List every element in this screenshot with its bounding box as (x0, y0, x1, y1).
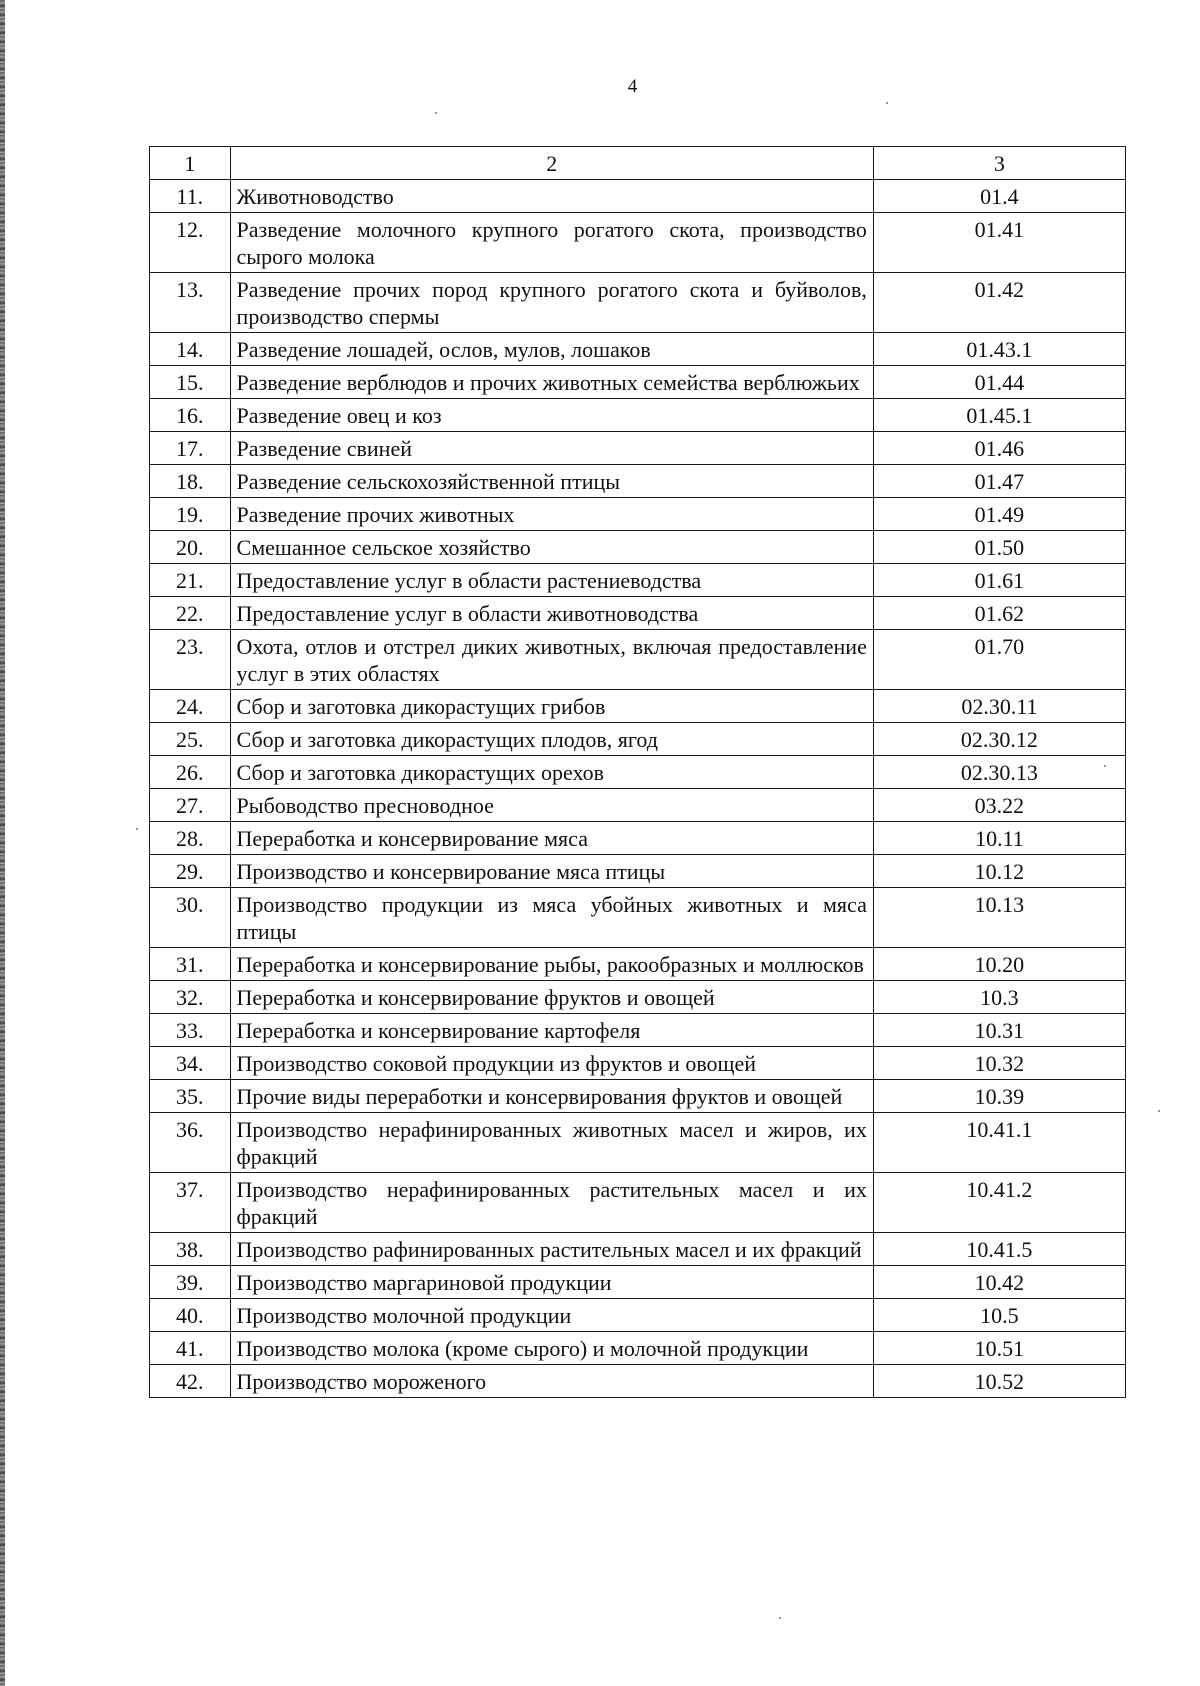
activity-name-cell: Сбор и заготовка дикорастущих грибов (230, 690, 873, 723)
row-number-cell: 40. (150, 1299, 231, 1332)
activity-name-cell: Разведение сельскохозяйственной птицы (230, 465, 873, 498)
okved-code-cell: 10.41.1 (873, 1113, 1125, 1173)
activity-name-cell: Разведение прочих пород крупного рогатого скота и буйволов, производство спермы (230, 273, 873, 333)
okved-code-cell: 01.61 (873, 564, 1125, 597)
row-number-cell: 30. (150, 888, 231, 948)
table-row (150, 1014, 1126, 1047)
okved-code-cell: 10.12 (873, 855, 1125, 888)
activity-name-cell: Разведение верблюдов и прочих животных семейства верблюжьих (230, 366, 873, 399)
row-number-cell: 22. (150, 597, 231, 630)
okved-code-cell: 10.51 (873, 1332, 1125, 1365)
okved-code-cell: 01.46 (873, 432, 1125, 465)
table-row (150, 789, 1126, 822)
table-row (150, 180, 1126, 213)
activity-name-cell: Производство молока (кроме сырого) и молочной продукции (230, 1332, 873, 1365)
row-number-cell: 25. (150, 723, 231, 756)
activity-name-cell: Сбор и заготовка дикорастущих орехов (230, 756, 873, 789)
table-row (150, 630, 1126, 690)
table-row (150, 273, 1126, 333)
activity-name-cell: Смешанное сельское хозяйство (230, 531, 873, 564)
table-row (150, 465, 1126, 498)
okved-code-cell: 03.22 (873, 789, 1125, 822)
header-cell-name: 2 (230, 147, 873, 180)
table-row (150, 399, 1126, 432)
okved-code-cell: 10.41.5 (873, 1233, 1125, 1266)
table-row (150, 690, 1126, 723)
okved-code-cell: 10.31 (873, 1014, 1125, 1047)
table-row (150, 756, 1126, 789)
row-number-cell: 11. (150, 180, 231, 213)
activity-name-cell: Производство молочной продукции (230, 1299, 873, 1332)
row-number-cell: 27. (150, 789, 231, 822)
activity-name-cell: Производство и консервирование мяса птицы (230, 855, 873, 888)
row-number-cell: 41. (150, 1332, 231, 1365)
activity-name-cell: Производство рафинированных растительных масел и их фракций (230, 1233, 873, 1266)
okved-code-cell: 10.5 (873, 1299, 1125, 1332)
table-row (150, 888, 1126, 948)
okved-code-cell: 01.4 (873, 180, 1125, 213)
activity-name-cell: Охота, отлов и отстрел диких животных, включая предоставление услуг в этих областях (230, 630, 873, 690)
scan-speck (779, 1617, 781, 1619)
okved-code-cell: 01.62 (873, 597, 1125, 630)
scan-speck (136, 828, 138, 830)
row-number-cell: 17. (150, 432, 231, 465)
activity-table (149, 146, 1126, 1398)
activity-name-cell: Переработка и консервирование мяса (230, 822, 873, 855)
row-number-cell: 14. (150, 333, 231, 366)
row-number-cell: 24. (150, 690, 231, 723)
header-cell-number: 1 (150, 147, 231, 180)
activity-name-cell: Переработка и консервирование рыбы, ракообразных и моллюсков (230, 948, 873, 981)
scan-speck (435, 112, 437, 114)
activity-name-cell: Разведение лошадей, ослов, мулов, лошаков (230, 333, 873, 366)
table-row (150, 723, 1126, 756)
table-row (150, 1266, 1126, 1299)
table-row (150, 1080, 1126, 1113)
activity-name-cell: Производство нерафинированных растительных масел и их фракций (230, 1173, 873, 1233)
row-number-cell: 37. (150, 1173, 231, 1233)
activity-name-cell: Разведение прочих животных (230, 498, 873, 531)
activity-name-cell: Переработка и консервирование фруктов и овощей (230, 981, 873, 1014)
activity-name-cell: Производство нерафинированных животных масел и жиров, их фракций (230, 1113, 873, 1173)
row-number-cell: 20. (150, 531, 231, 564)
activity-name-cell: Животноводство (230, 180, 873, 213)
row-number-cell: 13. (150, 273, 231, 333)
activity-name-cell: Разведение свиней (230, 432, 873, 465)
page-number: 4 (627, 76, 638, 97)
okved-code-cell: 10.3 (873, 981, 1125, 1014)
table-row (150, 981, 1126, 1014)
row-number-cell: 12. (150, 213, 231, 273)
okved-code-cell: 01.43.1 (873, 333, 1125, 366)
row-number-cell: 15. (150, 366, 231, 399)
row-number-cell: 21. (150, 564, 231, 597)
row-number-cell: 31. (150, 948, 231, 981)
row-number-cell: 32. (150, 981, 231, 1014)
okved-code-cell: 10.13 (873, 888, 1125, 948)
activity-name-cell: Рыбоводство пресноводное (230, 789, 873, 822)
row-number-cell: 26. (150, 756, 231, 789)
okved-code-cell: 01.50 (873, 531, 1125, 564)
okved-code-cell: 01.42 (873, 273, 1125, 333)
okved-code-cell: 02.30.13 (873, 756, 1125, 789)
scan-edge (0, 0, 5, 1686)
table-row (150, 1332, 1126, 1365)
table-row (150, 366, 1126, 399)
row-number-cell: 39. (150, 1266, 231, 1299)
row-number-cell: 34. (150, 1047, 231, 1080)
table-row (150, 432, 1126, 465)
activity-name-cell: Прочие виды переработки и консервирования фруктов и овощей (230, 1080, 873, 1113)
row-number-cell: 33. (150, 1014, 231, 1047)
okved-code-cell: 10.39 (873, 1080, 1125, 1113)
activity-name-cell: Разведение молочного крупного рогатого скота, производство сырого молока (230, 213, 873, 273)
activity-name-cell: Производство мороженого (230, 1365, 873, 1398)
row-number-cell: 42. (150, 1365, 231, 1398)
okved-code-cell: 10.41.2 (873, 1173, 1125, 1233)
row-number-cell: 29. (150, 855, 231, 888)
header-cell-code: 3 (873, 147, 1125, 180)
table-row (150, 1299, 1126, 1332)
activity-name-cell: Производство продукции из мяса убойных животных и мяса птицы (230, 888, 873, 948)
okved-code-cell: 10.11 (873, 822, 1125, 855)
activity-name-cell: Производство маргариновой продукции (230, 1266, 873, 1299)
table-row (150, 564, 1126, 597)
scan-speck (1104, 765, 1106, 767)
table-row (150, 1113, 1126, 1173)
table-row (150, 948, 1126, 981)
okved-code-cell: 02.30.12 (873, 723, 1125, 756)
activity-name-cell: Предоставление услуг в области животноводства (230, 597, 873, 630)
row-number-cell: 36. (150, 1113, 231, 1173)
table-row (150, 855, 1126, 888)
activity-name-cell: Предоставление услуг в области растениеводства (230, 564, 873, 597)
table-row (150, 1365, 1126, 1398)
activity-name-cell: Сбор и заготовка дикорастущих плодов, ягод (230, 723, 873, 756)
table-header-row (150, 147, 1126, 180)
okved-code-cell: 10.32 (873, 1047, 1125, 1080)
table-row (150, 822, 1126, 855)
okved-code-cell: 10.20 (873, 948, 1125, 981)
scan-speck (1158, 1110, 1160, 1112)
table-row (150, 333, 1126, 366)
activity-name-cell: Разведение овец и коз (230, 399, 873, 432)
row-number-cell: 16. (150, 399, 231, 432)
okved-code-cell: 10.42 (873, 1266, 1125, 1299)
okved-code-cell: 01.44 (873, 366, 1125, 399)
table-row (150, 597, 1126, 630)
okved-code-cell: 02.30.11 (873, 690, 1125, 723)
table-body (150, 147, 1126, 1398)
table-row (150, 213, 1126, 273)
okved-code-cell: 01.47 (873, 465, 1125, 498)
row-number-cell: 28. (150, 822, 231, 855)
table-row (150, 498, 1126, 531)
okved-code-cell: 01.70 (873, 630, 1125, 690)
table-row (150, 1233, 1126, 1266)
scan-speck (886, 102, 888, 104)
table-row (150, 1173, 1126, 1233)
row-number-cell: 18. (150, 465, 231, 498)
okved-code-cell: 01.41 (873, 213, 1125, 273)
row-number-cell: 35. (150, 1080, 231, 1113)
row-number-cell: 19. (150, 498, 231, 531)
table-row (150, 1047, 1126, 1080)
row-number-cell: 38. (150, 1233, 231, 1266)
okved-code-cell: 10.52 (873, 1365, 1125, 1398)
okved-code-cell: 01.45.1 (873, 399, 1125, 432)
table-row (150, 531, 1126, 564)
activity-name-cell: Переработка и консервирование картофеля (230, 1014, 873, 1047)
okved-code-cell: 01.49 (873, 498, 1125, 531)
row-number-cell: 23. (150, 630, 231, 690)
activity-name-cell: Производство соковой продукции из фруктов и овощей (230, 1047, 873, 1080)
